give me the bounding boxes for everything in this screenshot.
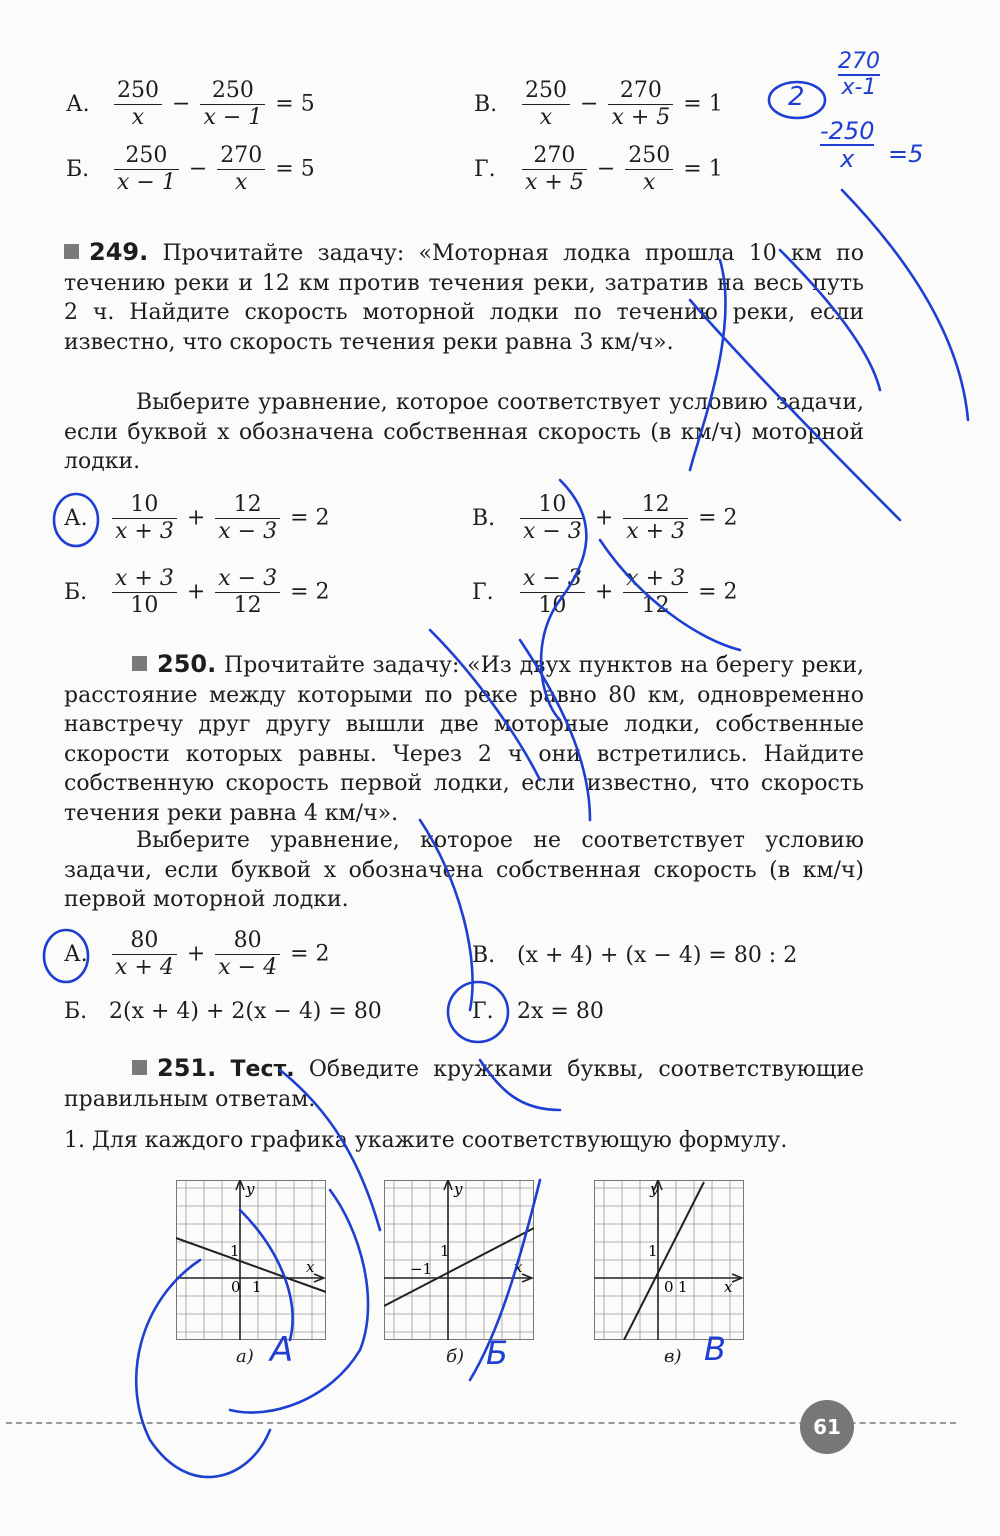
handwritten-fraction-top: 270 x-1	[838, 49, 880, 100]
p250-option-b	[64, 998, 382, 1026]
fraction: $\frac{250}{x}$	[114, 78, 162, 131]
option-label: Г.	[472, 579, 494, 605]
option-expression: (x + 4) + (x − 4) = 80 : 2	[517, 943, 798, 968]
handwritten-answer-v: В	[704, 1330, 726, 1368]
fraction: $\frac{12}{x + 3}$	[623, 492, 688, 545]
axis-y-label: y	[650, 1180, 659, 1198]
test-title: Тест.	[230, 1057, 295, 1082]
axis-x-label: x	[306, 1258, 315, 1276]
fraction: $\frac{250}{x - 1}$	[114, 143, 179, 196]
option-label: В.	[472, 943, 496, 968]
prev-option-b: Б. $\frac{250}{x - 1}$ − $\frac{270}{x}$ = 5	[66, 143, 315, 195]
origin-label: 0	[231, 1278, 241, 1296]
option-label: В.	[472, 505, 496, 531]
graph-b-caption: б)	[446, 1346, 465, 1367]
tick-one-x: 1	[678, 1278, 688, 1296]
page-number: 61	[800, 1400, 854, 1454]
handwritten-circled-answer: 2	[788, 82, 805, 112]
option-label: А.	[64, 941, 88, 967]
tick-one-y: 1	[440, 1242, 450, 1260]
handwritten-equals: =5	[888, 140, 924, 168]
p249-option-a: А. $\frac{10}{x + 3}$ + $\frac{12}{x - 3}$ = 2	[64, 492, 330, 544]
tick-one-y: 1	[230, 1242, 240, 1260]
p250-option-g	[472, 998, 604, 1026]
option-expression: 2(x + 4) + 2(x − 4) = 80	[109, 999, 382, 1024]
option-label: Г.	[474, 156, 496, 182]
problem-statement: Прочитайте задачу: «Из двух пунктов на берегу реки, расстояние между которыми по реке равно 80 км, одновременно навстречу друг другу вышли две моторные лодки, собственные скорости которых равны. Через 2 ч они встретились. Найдите собственную скорость первой лодки, если известно, что скорость течения реки равна 4 км/ч».	[64, 653, 864, 826]
problem-statement: Прочитайте задачу: «Моторная лодка прошла 10 км по течению реки и 12 км против течения реки, затратив на весь путь 2 ч. Найдите скорость моторной лодки по течению реки, если известно, что скорость течения реки равна 3 км/ч».	[64, 241, 864, 355]
square-bullet-icon	[64, 244, 79, 259]
problem-number: 251.	[157, 1054, 217, 1082]
fraction: $\frac{80}{x + 4}$	[112, 928, 177, 981]
origin-label: 0	[664, 1278, 674, 1296]
p249-option-b: Б. $\frac{x + 3}{10}$ + $\frac{x - 3}{12}$ = 2	[64, 566, 330, 618]
fraction: $\frac{10}{x + 3}$	[112, 492, 177, 545]
p250-option-v	[472, 942, 797, 970]
fraction: $\frac{270}{x}$	[217, 143, 265, 196]
problem-249-question	[64, 388, 864, 477]
option-label: Г.	[472, 999, 494, 1024]
prev-option-g: Г. $\frac{270}{x + 5}$ − $\frac{250}{x}$ = 1	[474, 143, 723, 195]
tick-one-x: 1	[252, 1278, 262, 1296]
prev-option-a: А. $\frac{250}{x}$ − $\frac{250}{x - 1}$ = 5	[66, 78, 315, 130]
option-label: А.	[66, 91, 90, 117]
graph-a-caption: а)	[236, 1346, 254, 1367]
problem-question: Выберите уравнение, которое не соответствует условию задачи, если буквой x обозначена собственная скорость (в км/ч) первой моторной лодки.	[64, 828, 864, 912]
fraction: $\frac{250}{x - 1}$	[200, 78, 265, 131]
p249-option-v: В. $\frac{10}{x - 3}$ + $\frac{12}{x + 3}$ = 2	[472, 492, 738, 544]
problem-250-question	[64, 826, 864, 915]
fraction: $\frac{x + 3}{12}$	[623, 566, 688, 619]
fraction: $\frac{x - 3}{12}$	[215, 566, 280, 619]
fraction: $\frac{10}{x - 3}$	[520, 492, 585, 545]
option-label: Б.	[64, 999, 88, 1024]
p250-option-a: А. $\frac{80}{x + 4}$ + $\frac{80}{x - 4}$ = 2	[64, 928, 330, 980]
fraction: $\frac{270}{x + 5}$	[608, 78, 673, 131]
handwritten-fraction-second: -250 x	[820, 117, 875, 173]
fraction: $\frac{250}{x}$	[625, 143, 673, 196]
problem-249-text	[64, 238, 864, 357]
graph-v-caption: в)	[664, 1346, 682, 1367]
problem-question: Выберите уравнение, которое соответствует условию задачи, если буквой x обозначена собственная скорость (в км/ч) моторной лодки.	[64, 390, 864, 474]
fraction: $\frac{x - 3}{10}$	[520, 566, 585, 619]
prev-option-v: В. $\frac{250}{x}$ − $\frac{270}{x + 5}$ = 1	[474, 78, 723, 130]
fraction: $\frac{12}{x - 3}$	[215, 492, 280, 545]
fraction: $\frac{250}{x}$	[522, 78, 570, 131]
problem-250-text	[64, 650, 864, 828]
problem-number: 249.	[89, 238, 149, 266]
square-bullet-icon	[132, 1060, 147, 1075]
handwritten-answer-a: A	[270, 1330, 294, 1370]
fraction: $\frac{80}{x - 4}$	[215, 928, 280, 981]
tick-one-y: 1	[648, 1242, 658, 1260]
option-label: Б.	[66, 156, 90, 182]
option-label: А.	[64, 505, 88, 531]
problem-statement: Обведите кружками буквы, соответствующие правильным ответам.	[64, 1057, 864, 1112]
question-1: 1. Для каждого графика укажите соответствующую формулу.	[64, 1128, 788, 1153]
fraction: $\frac{x + 3}{10}$	[112, 566, 177, 619]
square-bullet-icon	[132, 656, 147, 671]
axis-x-label: x	[514, 1258, 523, 1276]
axis-x-label: x	[724, 1278, 733, 1296]
option-expression: 2x = 80	[517, 999, 604, 1024]
graph-b	[384, 1180, 534, 1340]
fraction: $\frac{270}{x + 5}$	[522, 143, 587, 196]
option-label: Б.	[64, 579, 88, 605]
axis-y-label: y	[454, 1180, 463, 1198]
handwritten-answer-b: Б	[486, 1334, 508, 1372]
option-label: В.	[474, 91, 498, 117]
graph-v	[594, 1180, 744, 1340]
problem-251-text	[64, 1054, 864, 1114]
problem-number: 250.	[157, 650, 217, 678]
graph-a	[176, 1180, 326, 1340]
axis-y-label: y	[246, 1180, 255, 1198]
p249-option-g: Г. $\frac{x - 3}{10}$ + $\frac{x + 3}{12}$ = 2	[472, 566, 738, 618]
tick-minus-one: −1	[410, 1260, 433, 1278]
